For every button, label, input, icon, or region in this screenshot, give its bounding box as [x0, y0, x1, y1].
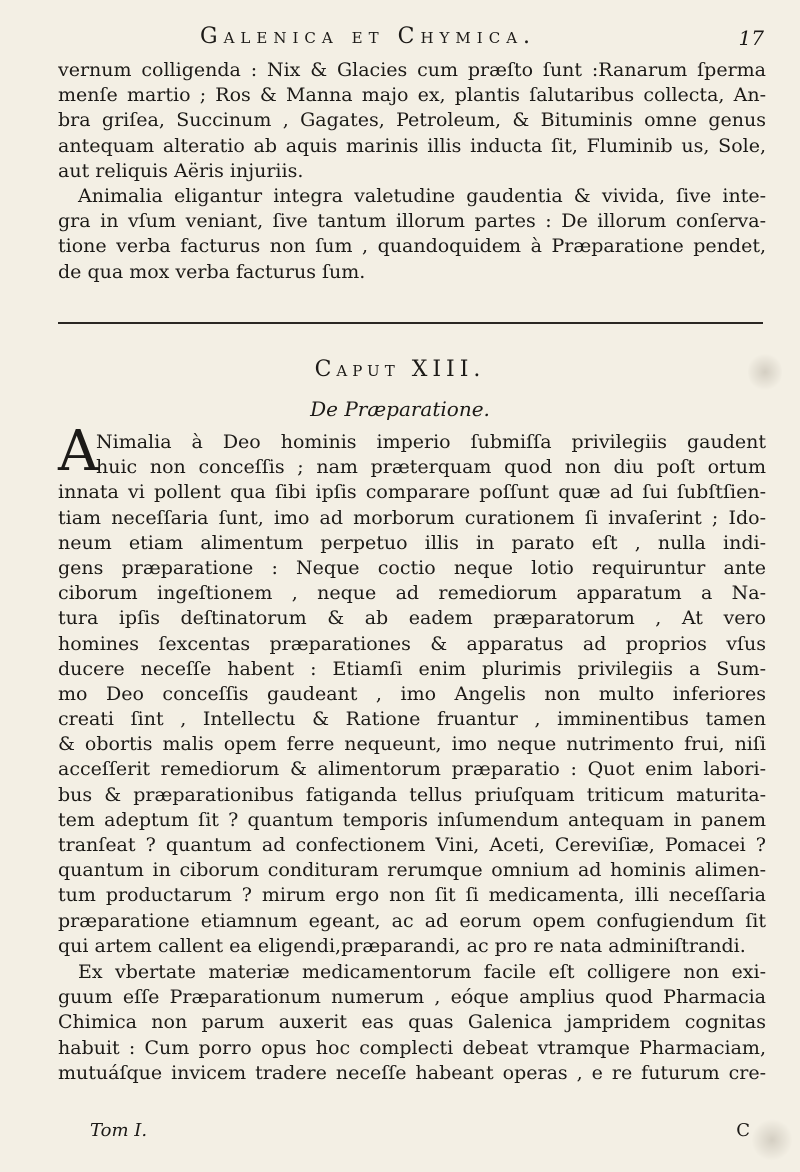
paragraph-2 — [58, 184, 766, 285]
text-line: Nimalia à Deo hominis imperio ſubmiſſa privilegiis gaudent — [96, 431, 766, 453]
text-line: tem adeptum ſit ? quantum temporis inſumendum antequam in panem — [58, 808, 766, 831]
text-line: tione verba facturus non ſum , quandoquidem à Præparatione pendet, — [58, 235, 766, 258]
text-line: mo Deo conceſſis gaudeant , imo Angelis non multo inferiores — [58, 682, 766, 705]
text-line: aut reliquis Aëris injuriis. — [58, 159, 304, 182]
text-line: ciborum ingeſtionem , neque ad remediorum apparatum a Na- — [58, 582, 766, 605]
text-line: quantum in ciborum condituram rerumque omnium ad hominis alimen- — [58, 859, 766, 882]
drop-cap: A — [58, 419, 99, 484]
text-line: gens præparatione : Neque coctio neque lotio requiruntur ante — [58, 556, 766, 579]
text-line: acceſſerit remediorum & alimentorum præparatio : Quot enim labori- — [58, 758, 766, 781]
paper-stain — [752, 1118, 792, 1162]
text-line: huic non conceſſis ; nam præterquam quod non diu poſt ortum — [96, 456, 766, 479]
text-line: qui artem callent ea eligendi,præparandi, ac pro re nata adminiſtrandi. — [58, 934, 746, 957]
chapter-subtitle: De Præparatione. — [310, 397, 490, 421]
running-head — [0, 18, 800, 58]
signature-mark: Tom I. — [90, 1120, 148, 1141]
paragraph-3 — [58, 430, 766, 959]
text-line: homines ſexcentas præparationes & apparatus ad proprios vſus — [58, 632, 766, 655]
text-line: menſe martio ; Ros & Manna majo ex, plantis ſalutaribus collecta, An- — [58, 84, 766, 107]
text-line: Animalia eligantur integra valetudine gaudentia & vivida, ſive inte- — [78, 185, 766, 207]
text-line: & obortis malis opem ferre nequeunt, imo neque nutrimento frui, niſi — [58, 733, 766, 756]
text-line: præparatione etiamnum egeant, ac ad eorum opem confugiendum ſit — [58, 909, 766, 932]
text-line: tum productarum ? mirum ergo non ſit ſi medicamenta, illi neceſſaria — [58, 884, 766, 907]
text-line: gra in vſum veniant, ſive tantum illorum partes : De illorum conſerva- — [58, 210, 766, 233]
text-line: bra griſea, Succinum , Gagates, Petroleum, & Bituminis omne genus — [58, 109, 766, 132]
text-line: bus & præparationibus fatiganda tellus priuſquam triticum maturita- — [58, 783, 766, 806]
text-line: guum eſſe Præparationum numerum , eóque amplius quod Pharmacia — [58, 986, 766, 1009]
text-line: Ex vbertate materiæ medicamentorum facile eſt colligere non exi- — [78, 961, 766, 983]
text-line: tura ipſis deſtinatorum & ab eadem præparatorum , At vero — [58, 607, 766, 630]
text-line: neum etiam alimentum perpetuo illis in parato eſt , nulla indi- — [58, 531, 766, 554]
text-line: mutuáſque invicem tradere neceſſe habeant operas , e re futurum cre- — [58, 1061, 766, 1084]
text-line: tranſeat ? quantum ad confectionem Vini, Aceti, Cereviſiæ, Pomacei ? — [58, 834, 766, 856]
text-line: vernum colligenda : Nix & Glacies cum præſto ſunt :Ranarum ſperma — [58, 59, 766, 81]
text-line: antequam alteratio ab aquis marinis illis inducta ſit, Fluminib us, Sole, — [58, 134, 766, 157]
text-line: creati ſint , Intellectu & Ratione fruantur , imminentibus tamen — [58, 708, 766, 731]
text-line: de qua mox verba facturus ſum. — [58, 260, 366, 283]
running-title: Galenica et Chymica. — [200, 24, 537, 49]
text-line: habuit : Cum porro opus hoc complecti debeat vtramque Pharmaciam, — [58, 1036, 766, 1059]
section-rule — [58, 322, 763, 324]
text-line: innata vi pollent qua ſibi ipſis comparare poſſunt quæ ad ſui ſubſtſien- — [58, 481, 766, 504]
text-line: Chimica non parum auxerit eas quas Galenica jampridem cognitas — [58, 1011, 766, 1034]
chapter-title: Caput XIII. — [314, 357, 486, 382]
catchword: C — [736, 1120, 750, 1141]
text-line: ducere neceſſe habent : Etiamſi enim plurimis privilegiis a Sum- — [58, 657, 766, 680]
paragraph-1 — [58, 58, 766, 184]
page-number: 17 — [738, 26, 764, 50]
paper-stain — [748, 352, 782, 392]
text-line: tiam neceſſaria ſunt, imo ad morborum curationem ſi invaſerint ; Ido- — [58, 506, 766, 529]
paragraph-4 — [58, 960, 766, 1086]
